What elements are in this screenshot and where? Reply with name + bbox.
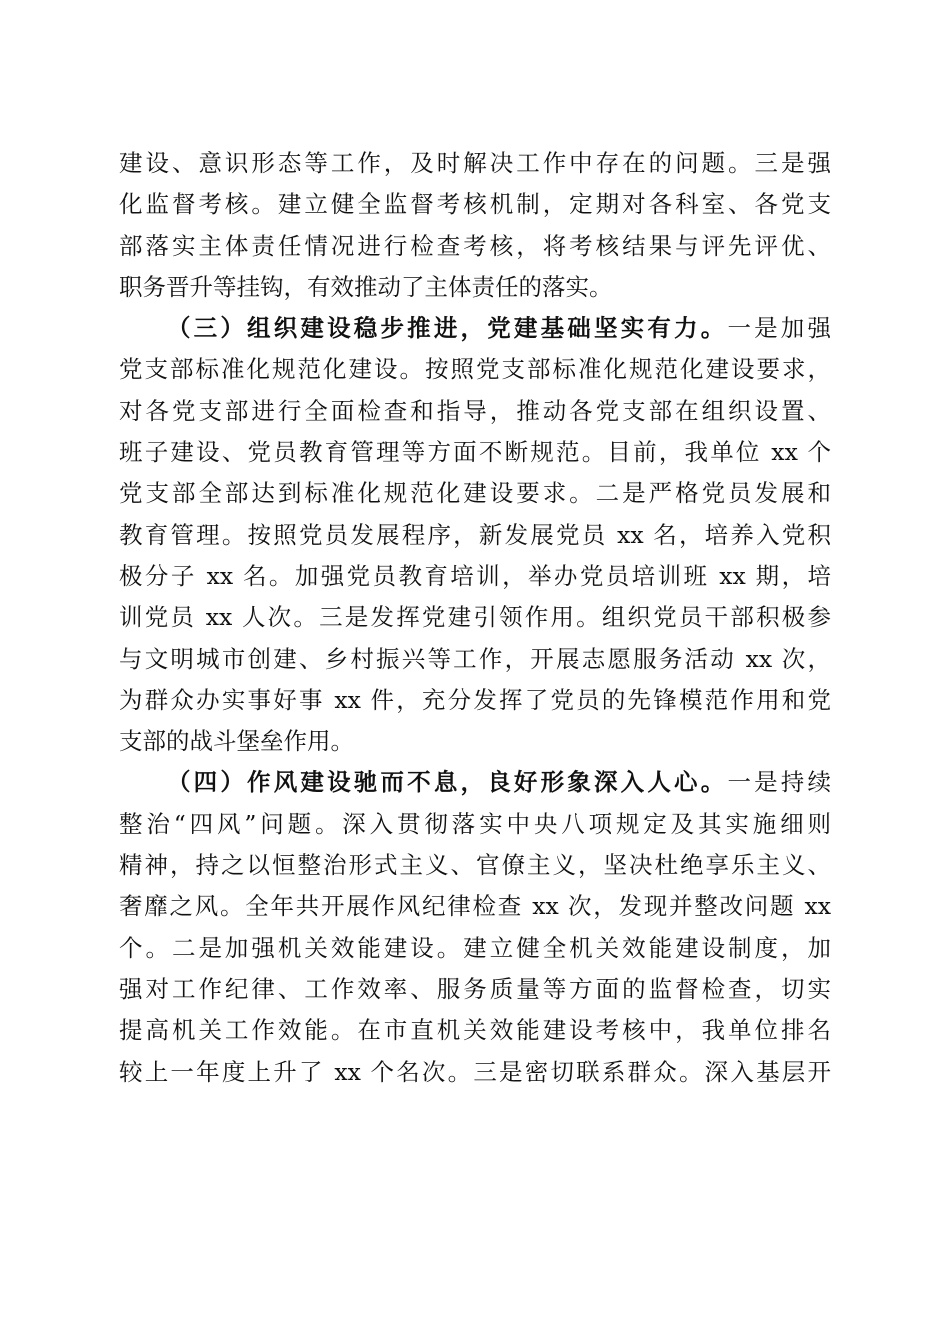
section-heading: （三）组织建设稳步推进，党建基础坚实有力。	[167, 314, 728, 343]
line-text: 奢靡之风。全年共开展作风纪律检查 xx 次，发现并整改问题 xx	[119, 892, 831, 921]
line-text: 建设、意识形态等工作，及时解决工作中存在的问题。三是强	[119, 149, 831, 177]
line-text: 极分子 xx 名。加强党员教育培训，举办党员培训班 xx 期，培	[119, 561, 831, 590]
line-text: 整治“四风”问题。深入贯彻落实中央八项规定及其实施细则	[119, 809, 831, 838]
line-text: 职务晋升等挂钩，有效推动了主体责任的落实。	[119, 272, 613, 301]
section-heading: （四）作风建设驰而不息，良好形象深入人心。	[167, 768, 728, 797]
line-text: 与文明城市创建、乡村振兴等工作，开展志愿服务活动 xx 次，	[119, 644, 831, 673]
text-line	[119, 639, 831, 680]
line-text: 强对工作纪律、工作效率、服务质量等方面的监督检查，切实	[119, 974, 831, 1003]
text-line	[119, 597, 831, 638]
line-text: 部落实主体责任情况进行检查考核，将考核结果与评先评优、	[119, 231, 831, 260]
text-line	[119, 308, 831, 349]
line-text: 精神，持之以恒整治形式主义、官僚主义，坚决杜绝享乐主义、	[119, 851, 831, 880]
text-line	[119, 556, 831, 597]
line-text: 提高机关工作效能。在市直机关效能建设考核中，我单位排名	[119, 1016, 831, 1045]
line-text: 支部的战斗堡垒作用。	[119, 727, 354, 756]
line-text: 较上一年度上升了 xx 个名次。三是密切联系群众。深入基层开	[119, 1057, 831, 1086]
line-text: 班子建设、党员教育管理等方面不断规范。目前，我单位 xx 个	[119, 438, 831, 467]
document-body-text	[119, 143, 831, 1093]
text-line	[119, 432, 831, 473]
text-line	[119, 886, 831, 927]
text-line	[119, 515, 831, 556]
text-line	[119, 845, 831, 886]
text-line	[119, 804, 831, 845]
text-line	[119, 762, 831, 803]
text-line	[119, 349, 831, 390]
line-text: 化监督考核。建立健全监督考核机制，定期对各科室、各党支	[119, 190, 831, 219]
text-line	[119, 1010, 831, 1051]
line-text: 个。二是加强机关效能建设。建立健全机关效能建设制度，加	[119, 933, 831, 962]
line-text: 对各党支部进行全面检查和指导，推动各党支部在组织设置、	[119, 396, 831, 425]
text-line	[119, 473, 831, 514]
text-line	[119, 184, 831, 225]
text-line	[119, 969, 831, 1010]
line-text: 一是加强	[727, 314, 831, 343]
line-text: 训党员 xx 人次。三是发挥党建引领作用。组织党员干部积极参	[119, 603, 831, 632]
text-line	[119, 226, 831, 267]
line-text: 党支部标准化规范化建设。按照党支部标准化规范化建设要求，	[119, 355, 831, 384]
line-text: 为群众办实事好事 xx 件，充分发挥了党员的先锋模范作用和党	[119, 685, 831, 714]
text-line	[119, 143, 831, 184]
text-line	[119, 391, 831, 432]
text-line	[119, 928, 831, 969]
line-text: 党支部全部达到标准化规范化建设要求。二是严格党员发展和	[119, 479, 831, 508]
text-line	[119, 1052, 831, 1093]
line-text: 教育管理。按照党员发展程序，新发展党员 xx 名，培养入党积	[119, 520, 831, 549]
text-line	[119, 721, 831, 762]
text-line	[119, 267, 831, 308]
text-line	[119, 680, 831, 721]
line-text: 一是持续	[727, 768, 831, 797]
